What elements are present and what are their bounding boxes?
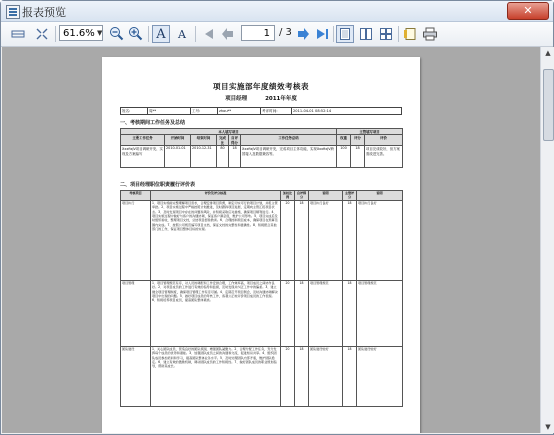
row3-self: 18 (295, 346, 309, 406)
row3-weight: 20 (281, 346, 295, 406)
row1-criteria: 1、项目实施前完整理解项目需求，合理安排项目资源，制定切实可行的项目计划，并报主管审批。2、项目实施过程中严格按照计划推进，及时跟踪项目进展，定期向主管汇报项目状态。3、及时发现项目中存在的问题和风险，并积极采取应对措施，确保项目顺利进行。4、项目实施过程中做好与客户的沟通协调，保证客户满意度，维护公司形象。5、项目完成后及时组织验收，整理项目文档，总结项目经验教训。6、合理控制项目成本，确保项目在预算范围内完成。7、按照公司规范编写项目文档，保证文档的完整性和准确性。8、积极配合其他部门的工作，保证项目整体目标的实现。 (151, 200, 281, 280)
self-score-cell: 18 (229, 146, 241, 168)
row2-criteria: 1、项目管理规范有序，对人员的调配和工作安排合理，工作效率高，项目成员之间协作良好。2、对项目成员的工作进行有效的指导和监督，及时发现并纠正工作中的偏差。3、建立健全项目管理制度，确保项目管理工作有章可循。4、定期召开项目例会，及时沟通协调解决项目中出现的问题。5、做好项目成员的考核工作，客观公正地评价项目成员的工作表现。6、积极培养项目成员，提高团队整体素质。 (151, 280, 281, 346)
section-1-heading: 一、考核期间工作任务及总结 (120, 120, 186, 126)
scroll-up-icon[interactable]: ▲ (545, 49, 551, 57)
row2-note: 项目管理规范 (309, 280, 343, 346)
multi-page-icon[interactable] (377, 25, 395, 43)
col-remark: 评价 (365, 135, 403, 146)
next-page-icon[interactable] (294, 25, 312, 43)
page-total: / 3 (279, 27, 292, 38)
fit-width-icon[interactable] (9, 25, 27, 43)
row3-criteria: 1、关心团队成员，营造良好的团队氛围，增强团队凝聚力。2、合理分配工作任务，充分发挥每个成员的优势和潜能。3、加强团队成员之间的沟通和交流，促进知识共享。4、组织团队成员参加培训和学习，提高团队整体业务水平。5、及时处理团队内部矛盾，维护团队稳定。6、建立有效的激励机制，调动团队成员的工作积极性。7、做好团队成员的职业规划指导，帮助其成长。 (151, 346, 281, 406)
window-title: 报表预览 (22, 6, 66, 19)
row2-mgr: 18 (343, 280, 357, 346)
summary-cell: XxxfixJV项目调研开发，完成项目主体功能，实现XxxfixJV跨国接入及数据兼容等。 (241, 146, 337, 168)
previous-page-icon[interactable] (219, 25, 237, 43)
col-end: 结束时间 (191, 135, 217, 146)
report-title: 项目实施部年度绩效考核表 (213, 82, 309, 91)
zoom-in-icon[interactable] (127, 25, 145, 43)
done-cell: 80 (217, 146, 229, 168)
col-note: 说明 (309, 191, 343, 201)
row1-self: 18 (295, 200, 309, 280)
single-page-icon[interactable] (336, 25, 354, 43)
col-item: 考核项目 (121, 191, 151, 201)
last-page-icon[interactable] (313, 25, 331, 43)
date-value: 2011-04-01 08:52:14 (292, 108, 402, 115)
zoom-out-icon[interactable] (108, 25, 126, 43)
report-year: 2011年年度 (265, 96, 297, 102)
title-bar[interactable] (1, 1, 553, 22)
row1-weight: 20 (281, 200, 295, 280)
col-task: 主要工作任务 (121, 135, 165, 146)
task-summary-table (120, 128, 403, 168)
row3-mgr-note: 团队建设较好 (357, 346, 403, 406)
manager-fill-header: 主管填写项目 (337, 129, 403, 135)
name-value: 周** (148, 108, 191, 115)
id-label: 工号: (191, 108, 218, 115)
row3-item: 团队建设 (121, 346, 151, 406)
zoom-select[interactable]: 61.6% (59, 25, 103, 41)
report-page (102, 57, 420, 433)
col-mgr-note: 说明 (357, 191, 403, 201)
report-role: 项目经理 (225, 96, 248, 102)
fit-page-icon[interactable] (33, 25, 51, 43)
col-done: 完成比 (217, 135, 229, 146)
print-icon[interactable] (421, 25, 439, 43)
scroll-down-icon[interactable]: ▼ (545, 423, 551, 431)
row2-mgr-note: 项目管理规范 (357, 280, 403, 346)
row1-mgr-note: 项目执行良好 (357, 200, 403, 280)
row2-self: 18 (295, 280, 309, 346)
row2-weight: 20 (281, 280, 295, 346)
start-cell: 2010-01-01 (165, 146, 191, 168)
id-value: zhou** (218, 108, 261, 115)
date-label: 考评时间: (261, 108, 292, 115)
row1-item: 项目执行 (121, 200, 151, 280)
page-number-input[interactable]: 1 (241, 25, 275, 41)
page-setup-icon[interactable] (401, 25, 419, 43)
two-page-icon[interactable] (357, 25, 375, 43)
remark-cell: 项目完成较好，但方案需改进完善。 (365, 146, 403, 168)
chevron-down-icon[interactable]: ▼ (97, 29, 103, 37)
section-2-heading: 二、项目经理职位职责履行评价表 (120, 182, 196, 188)
text-smaller-icon[interactable]: A (178, 27, 186, 41)
row2-item: 项目管理 (121, 280, 151, 346)
weight-cell: 100 (337, 146, 351, 168)
row1-note: 项目执行良好 (309, 200, 343, 280)
col-weight: 权重 (337, 135, 351, 146)
employee-info-table (120, 107, 402, 115)
col-score: 评分 (351, 135, 365, 146)
row3-mgr: 18 (343, 346, 357, 406)
first-page-icon[interactable] (199, 25, 217, 43)
col-weight-ratio: 加权比例 (281, 191, 295, 201)
close-button[interactable]: ✕ (507, 2, 549, 20)
score-cell: 18 (351, 146, 365, 168)
task-cell: XxxfixJV项目调研开发、实现及方案编写 (121, 146, 165, 168)
report-subtitle (102, 94, 420, 102)
toolbar (1, 22, 553, 47)
text-larger-icon[interactable]: A (152, 25, 170, 43)
duty-evaluation-table (120, 190, 403, 407)
col-self-eval: 自评得分 (295, 191, 309, 201)
col-mgr-score: 主管评分 (343, 191, 357, 201)
scroll-thumb[interactable] (543, 69, 554, 141)
preview-area[interactable] (2, 47, 540, 433)
col-self-score: 自评得分 (229, 135, 241, 146)
end-cell: 2010-12-31 (191, 146, 217, 168)
report-icon (6, 5, 20, 19)
col-summary: 工作任务总结 (241, 135, 337, 146)
row1-mgr: 18 (343, 200, 357, 280)
name-label: 姓名: (121, 108, 148, 115)
col-start: 开始时间 (165, 135, 191, 146)
row3-note: 团队建设较好 (309, 346, 343, 406)
self-fill-header: 本人填写项目 (121, 129, 337, 135)
vertical-scrollbar[interactable] (540, 47, 554, 433)
col-criteria: 评价及评分标准 (151, 191, 281, 201)
